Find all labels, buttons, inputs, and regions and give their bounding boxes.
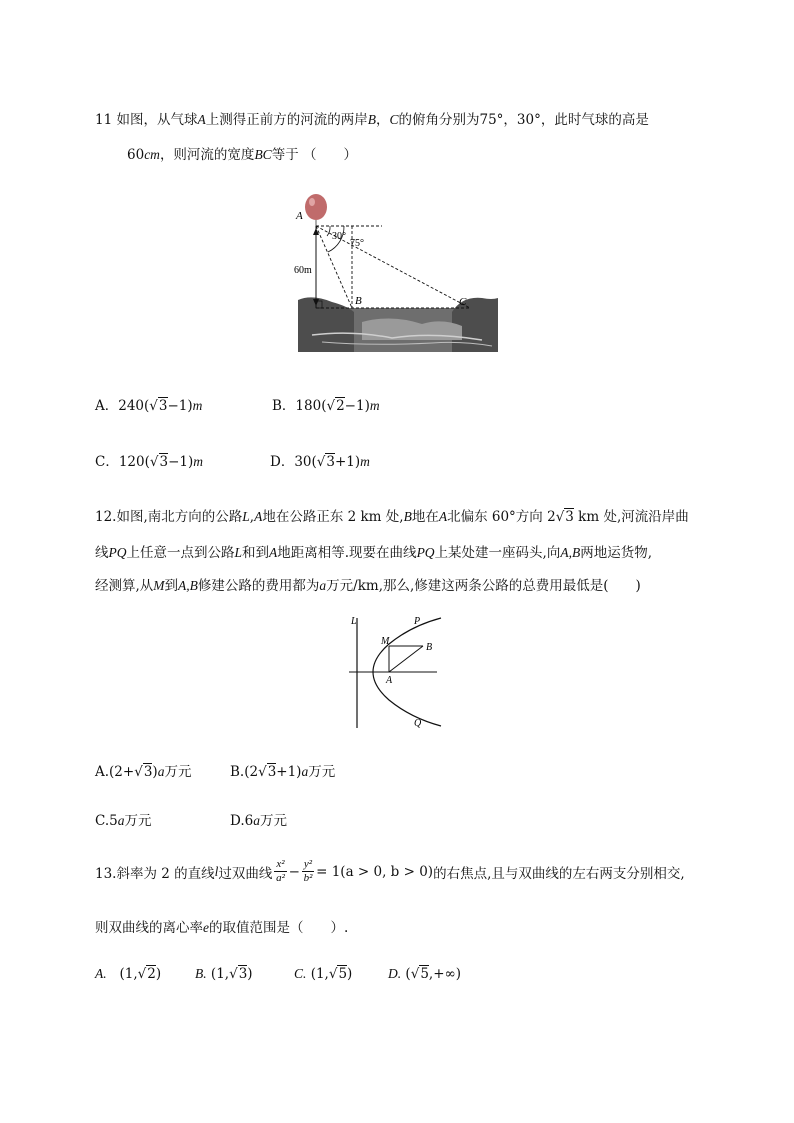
q12-stem-line1: 12.如图,南北方向的公路L,A地在公路正东 2 km 处,B地在A北偏东 60°方向 2√3 km 处,河流沿岸曲 [95, 509, 689, 525]
balloon-icon [305, 194, 327, 220]
q11-option-b: B．180(√2−1)m [272, 398, 380, 414]
q11-option-a: A．240(√3−1)m [95, 398, 203, 414]
fig-label-L: L [351, 616, 357, 627]
q12-option-a: A.(2+√3)a万元 [95, 764, 192, 780]
q11-stem-line2: 60cm，则河流的宽度BC等于 （ ） [127, 147, 357, 163]
q12-stem-line3: 经测算,从M到A,B修建公路的费用都为a万元/km,那么,修建这两条公路的总费用最低是( ) [95, 578, 641, 594]
fig-label-Q: Q [414, 718, 422, 729]
fig-label-A: A [296, 210, 303, 222]
q11-stem-line1: 11 如图，从气球A上测得正前方的河流的两岸B，C的俯角分别为75°，30°，此时气球的高是 [95, 112, 649, 128]
fig-label-B: B [426, 642, 433, 653]
q13-option-b: B. (1,√3) [195, 966, 253, 982]
fig-label-A: A [386, 675, 393, 686]
q13-stem-line2: 则双曲线的离心率e的取值范围是（ ）. [95, 920, 349, 936]
fig-label-B: B [355, 295, 362, 307]
fig-label-M: M [381, 636, 390, 647]
q13-option-d: D. (√5,+∞) [388, 966, 462, 982]
q11-number: 11 [95, 112, 113, 128]
q11-option-c: C．120(√3−1)m [95, 454, 204, 470]
fig-angle-75: 75° [350, 238, 364, 249]
q13-option-a: A. (1,√2) [95, 966, 162, 982]
fig-label-P: P [414, 616, 421, 627]
fig-angle-30: 30° [332, 231, 346, 242]
fig-height: 60m [294, 265, 312, 276]
q12-option-c: C.5a万元 [95, 813, 152, 829]
q12-stem-line2: 线PQ上任意一点到公路L和到A地距离相等.现要在曲线PQ上某处建一座码头,向A,B两地运货物, [95, 545, 653, 561]
q11-option-d: D．30(√3+1)m [270, 454, 370, 470]
q12-option-b: B.(2√3+1)a万元 [230, 764, 336, 780]
q13-stem-line1: 13.斜率为 2 的直线 l 过双曲线 x² a² − $\frac{\text{y²}}{\text{b²}}$ = 1(a > 0, b > 0) 的右焦点,且与双曲线的左右两支分别相交, [95, 858, 685, 884]
hyperbola-fraction-x: x² a² [276, 858, 285, 884]
q12-parabola-figure [345, 612, 455, 732]
q11-balloon-figure [292, 190, 502, 355]
q12-option-d: D.6a万元 [230, 813, 287, 829]
hyperbola-fraction-y: $\frac{\text{y²}}{\text{b²}}$ [303, 858, 313, 884]
fig-label-C: C [459, 296, 467, 308]
q13-option-c: C. (1,√5) [294, 966, 353, 982]
